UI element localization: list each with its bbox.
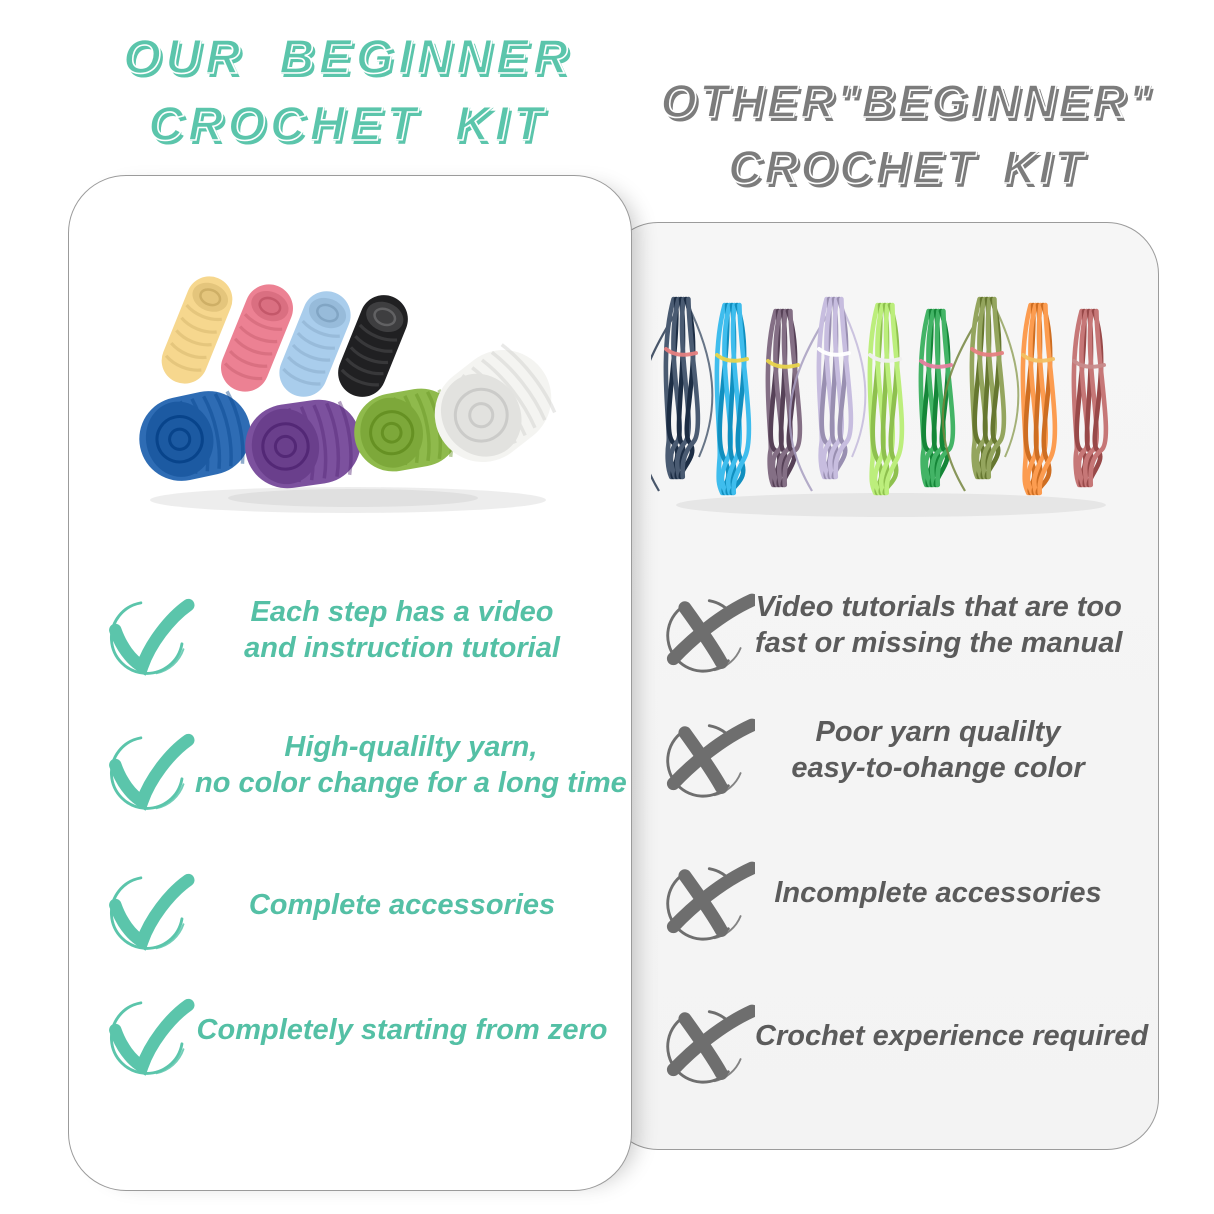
right-title (620, 68, 1194, 200)
con-item-4 (659, 984, 1149, 1090)
check-icon (99, 983, 195, 1079)
cross-icon (659, 846, 755, 942)
thick-yarn-skeins-photo (133, 268, 579, 520)
left-title (58, 24, 638, 158)
pro-item-3 (99, 856, 609, 956)
left-title-line2: CROCHET KIT (148, 98, 548, 152)
our-kit-card (68, 175, 632, 1191)
text-line: Each step has a video (250, 596, 554, 629)
pro-item-1-text (195, 595, 609, 667)
con-item-1-text (755, 590, 1122, 662)
text-line: Video tutorials that are too (755, 591, 1122, 624)
con-item-2-text (755, 715, 1121, 787)
text-line: fast or missing the manual (755, 627, 1123, 659)
text-line: no color change for a long time (195, 767, 627, 799)
tangled-thin-yarn-photo (651, 279, 1133, 531)
cross-icon (659, 989, 755, 1085)
text-line: lncomplete accessories (774, 877, 1102, 910)
cross-icon (659, 703, 755, 799)
pro-item-1 (99, 581, 609, 681)
check-icon (99, 583, 195, 679)
con-item-1 (659, 573, 1121, 679)
con-item-2 (659, 698, 1121, 804)
con-item-3-text (755, 876, 1121, 912)
pro-item-4-text (195, 1013, 609, 1049)
check-icon (99, 858, 195, 954)
pro-item-2 (99, 716, 627, 816)
right-title-line1: OTHER"BEGINNER" (660, 75, 1154, 127)
pro-item-4 (99, 981, 609, 1081)
pro-item-2-text (195, 730, 627, 802)
left-title-line1: OUR BEGINNER (123, 31, 573, 84)
text-line: Complete accessories (248, 889, 556, 922)
cross-icon (659, 578, 755, 674)
text-line: High-qualilty yarn, (284, 731, 538, 764)
con-item-4-text (755, 1019, 1148, 1055)
text-line: easy-to-ohange color (791, 752, 1085, 784)
text-line: and instruction tutorial (244, 632, 560, 664)
pro-item-3-text (195, 888, 609, 924)
competitor-card (606, 222, 1159, 1150)
text-line: Completely starting from zero (196, 1014, 608, 1047)
right-title-line2: CROCHET KIT (728, 141, 1086, 194)
text-line: Poor yarn qualilty (815, 716, 1061, 749)
check-icon (99, 718, 195, 814)
text-line: Crochet experience required (755, 1020, 1149, 1053)
con-item-3 (659, 841, 1121, 947)
